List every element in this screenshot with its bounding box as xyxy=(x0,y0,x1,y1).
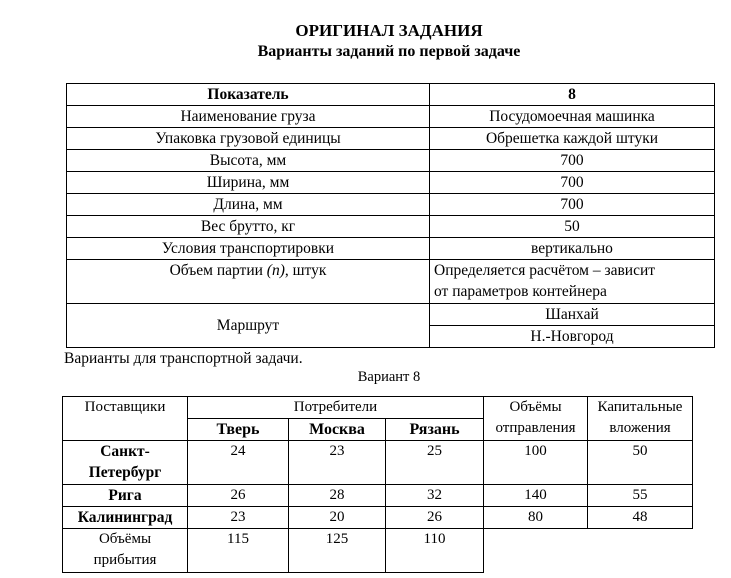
shipment-volume-cell: 100 xyxy=(484,441,588,485)
indicator-value-cell xyxy=(430,260,715,304)
capital-cell: 55 xyxy=(588,485,693,507)
arrival-label-cell: Объёмы прибытия xyxy=(63,529,188,573)
indicator-value-cell: Посудомоечная машинка xyxy=(430,106,715,128)
transport-table xyxy=(62,396,693,573)
table-row xyxy=(67,216,715,238)
indicator-label-cell: Наименование груза xyxy=(67,106,430,128)
capital-cell: 50 xyxy=(588,441,693,485)
capital-cell: 48 xyxy=(588,507,693,529)
table-row xyxy=(67,238,715,260)
empty-cell xyxy=(484,529,588,573)
variant-number-cell: 8 xyxy=(430,84,715,106)
table-header-row xyxy=(67,84,715,106)
variant-caption: Вариант 8 xyxy=(357,369,421,385)
transport-task-note: Варианты для транспортной задачи. xyxy=(64,350,303,367)
batch-label-suffix: , штук xyxy=(284,262,327,279)
tariff-cell: 26 xyxy=(386,507,484,529)
supplier-name-cell: Санкт-Петербург xyxy=(63,441,188,485)
indicators-table xyxy=(66,83,715,348)
supplier-name-cell: Калининград xyxy=(63,507,188,529)
table-row xyxy=(67,106,715,128)
batch-value-line1: Определяется расчётом – зависит xyxy=(434,262,656,279)
shipment-volume-cell: 80 xyxy=(484,507,588,529)
batch-label-prefix: Объем партии xyxy=(169,262,267,279)
tariff-cell: 23 xyxy=(289,441,386,485)
batch-value-line2: от параметров контейнера xyxy=(434,283,607,300)
arrival-volume-cell: 115 xyxy=(188,529,289,573)
indicator-label-cell: Вес брутто, кг xyxy=(67,216,430,238)
capital-header-cell: Капитальные вложения xyxy=(588,397,693,441)
empty-cell xyxy=(588,529,693,573)
arrival-volume-cell: 125 xyxy=(289,529,386,573)
indicator-label-cell: Условия транспортировки xyxy=(67,238,430,260)
tariff-cell: 25 xyxy=(386,441,484,485)
route-row xyxy=(67,304,715,326)
arrival-row xyxy=(63,529,693,573)
indicator-value-cell: Обрешетка каждой штуки xyxy=(430,128,715,150)
destination-header-cell: Москва xyxy=(289,419,386,441)
shipment-header-cell: Объёмы отправления xyxy=(484,397,588,441)
page-title: ОРИГИНАЛ ЗАДАНИЯ xyxy=(295,21,483,40)
tariff-cell: 26 xyxy=(188,485,289,507)
indicator-value-cell: 700 xyxy=(430,150,715,172)
batch-label-variable: (n) xyxy=(266,262,285,279)
tariff-cell: 24 xyxy=(188,441,289,485)
indicator-label-cell xyxy=(67,260,430,304)
indicator-label-cell: Высота, мм xyxy=(67,150,430,172)
supplier-row xyxy=(63,441,693,485)
supplier-row xyxy=(63,507,693,529)
indicator-value-cell: 700 xyxy=(430,194,715,216)
route-origin-cell: Шанхай xyxy=(430,304,715,326)
supplier-name-cell: Рига xyxy=(63,485,188,507)
indicator-value-cell: 50 xyxy=(430,216,715,238)
batch-volume-row xyxy=(67,260,715,304)
supplier-row xyxy=(63,485,693,507)
indicator-value-cell: 700 xyxy=(430,172,715,194)
indicator-label-cell: Упаковка грузовой единицы xyxy=(67,128,430,150)
tariff-cell: 20 xyxy=(289,507,386,529)
indicator-label-cell: Ширина, мм xyxy=(67,172,430,194)
indicator-header-cell: Показатель xyxy=(67,84,430,106)
destination-header-cell: Тверь xyxy=(188,419,289,441)
route-destination-cell: Н.-Новгород xyxy=(430,326,715,348)
route-label-cell: Маршрут xyxy=(67,304,430,348)
table-row xyxy=(67,128,715,150)
consumers-header-cell: Потребители xyxy=(188,397,484,419)
tariff-cell: 28 xyxy=(289,485,386,507)
indicator-value-cell: вертикально xyxy=(430,238,715,260)
tariff-cell: 23 xyxy=(188,507,289,529)
table-row xyxy=(67,172,715,194)
arrival-volume-cell: 110 xyxy=(386,529,484,573)
table-row xyxy=(67,194,715,216)
indicator-label-cell: Длина, мм xyxy=(67,194,430,216)
transport-header-row-1 xyxy=(63,397,693,419)
tariff-cell: 32 xyxy=(386,485,484,507)
destination-header-cell: Рязань xyxy=(386,419,484,441)
shipment-volume-cell: 140 xyxy=(484,485,588,507)
suppliers-header-cell: Поставщики xyxy=(63,397,188,441)
table-row xyxy=(67,150,715,172)
page-subtitle: Варианты заданий по первой задаче xyxy=(257,43,521,60)
